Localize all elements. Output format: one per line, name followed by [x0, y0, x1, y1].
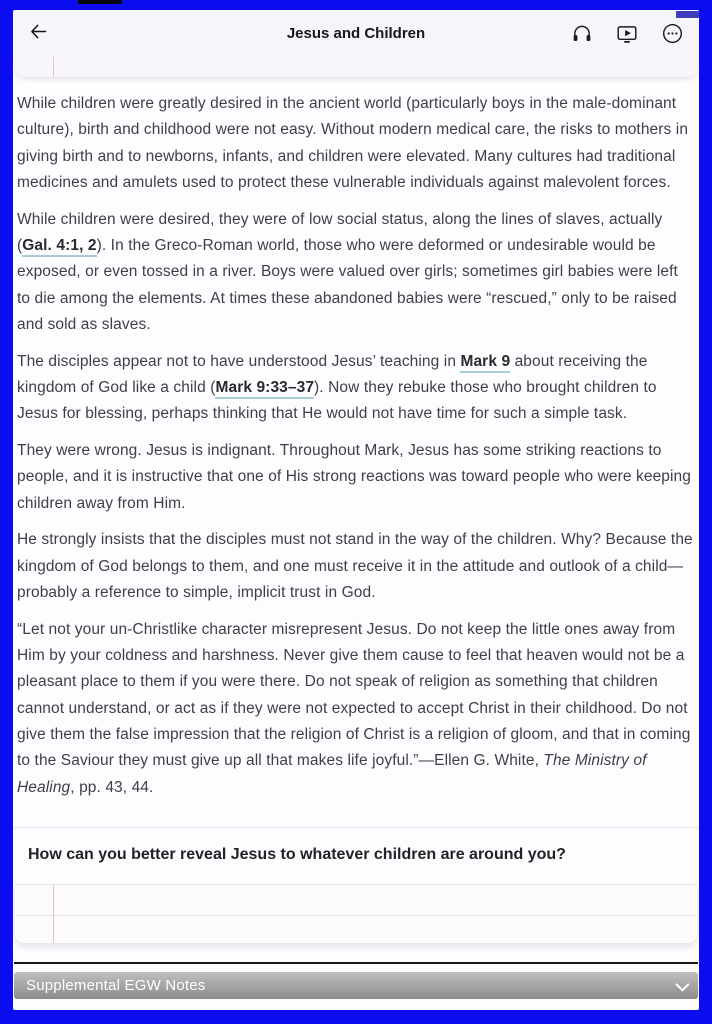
- back-button[interactable]: [23, 19, 53, 49]
- scripture-link[interactable]: Mark 9: [460, 353, 510, 373]
- note-line[interactable]: [15, 916, 697, 943]
- status-bar-artifact: [78, 0, 122, 4]
- arrow-left-icon: [28, 21, 49, 47]
- article: [13, 77, 699, 827]
- more-options-button[interactable]: [661, 23, 683, 45]
- book-title: The Ministry of Healing: [17, 752, 647, 796]
- scripture-link[interactable]: Gal. 4:1, 2: [22, 237, 96, 257]
- egw-notes-label: Supplemental EGW Notes: [26, 977, 206, 994]
- scripture-link[interactable]: Mark 9:33–37: [215, 379, 314, 399]
- text-run: The disciples appear not to have understood Jesus’ teaching in: [17, 352, 461, 370]
- chevron-down-icon: [675, 977, 689, 991]
- paragraph: [17, 349, 695, 428]
- scrollbar-thumb[interactable]: [676, 11, 699, 18]
- text-run: ). In the Greco-Roman world, those who were deformed or undesirable would be exposed, or even tossed in a river. Boys were valued over girls; sometimes girl babies were left to die among the elements. At times these abandoned babies were “rescued,” only to be raised and sold as slaves.: [17, 236, 678, 333]
- text-run: While children were greatly desired in the ancient world (particularly boys in the male-dominant culture), birth and childhood were not easy. Without modern medical care, the risks to mothers in giving birth and to newborns, infants, and children were elevated. Many cultures had traditional medicines and amulets used to protect these vulnerable individuals against malevolent forces.: [17, 95, 689, 191]
- paragraph: [17, 438, 695, 517]
- page-title: Jesus and Children: [286, 25, 426, 42]
- text-run: He strongly insists that the disciples must not stand in the way of the children. Why? Because the kingdom of God belongs to them, and one must receive it in the attitude and outlook of a child—probably a reference to simple, implicit trust in God.: [17, 531, 693, 602]
- headphones-icon: [571, 23, 593, 45]
- text-run: , pp. 43, 44.: [70, 778, 154, 796]
- header-action-icons: [571, 23, 683, 45]
- previous-notes-panel-fragment: [15, 57, 697, 77]
- video-button[interactable]: [616, 23, 638, 45]
- question-section: [13, 827, 699, 884]
- ellipsis-circle-icon: [661, 22, 684, 45]
- paragraph: [17, 91, 695, 196]
- note-line[interactable]: [15, 885, 697, 916]
- lesson-app-window: [13, 10, 699, 1010]
- notes-margin-line: [53, 885, 54, 943]
- supplemental-egw-notes-toggle[interactable]: [14, 972, 698, 999]
- notes-area[interactable]: [15, 884, 697, 943]
- audio-button[interactable]: [571, 23, 593, 45]
- video-player-icon: [616, 23, 638, 45]
- discussion-question: How can you better reveal Jesus to whatever children are around you?: [28, 846, 566, 863]
- paragraph: [17, 527, 695, 606]
- text-run: While children were desired, they were of low social status, along the lines of slaves, actually (: [17, 210, 663, 254]
- text-run: They were wrong. Jesus is indignant. Throughout Mark, Jesus has some striking reactions to people, and it is instructive that one of His strong reactions was toward people who were keeping children away from Him.: [17, 442, 691, 512]
- notes-margin-line: [53, 57, 54, 77]
- text-run: about receiving the kingdom of God like a child (: [17, 352, 648, 396]
- paragraph: [17, 207, 695, 338]
- text-run: ). Now they rebuke those who brought children to Jesus for blessing, perhaps thinking that He would not have time for such a simple task.: [17, 378, 657, 423]
- paragraph: [17, 617, 695, 801]
- section-divider: [14, 962, 698, 964]
- app-header: [13, 10, 699, 57]
- text-run: “Let not your un-Christlike character misrepresent Jesus. Do not keep the little ones away from Him by your coldness and harshness. Never give them cause to feel that heaven would not be a pleasant place to them if you were there. Do not speak of religion as something that children cannot understand, or act as if they were not expected to accept Christ in their childhood. Do not give them the false impression that the religion of Christ is a religion of gloom, and that in coming to the Saviour they must give up all that makes life joyful.”—Ellen G. White,: [17, 620, 691, 770]
